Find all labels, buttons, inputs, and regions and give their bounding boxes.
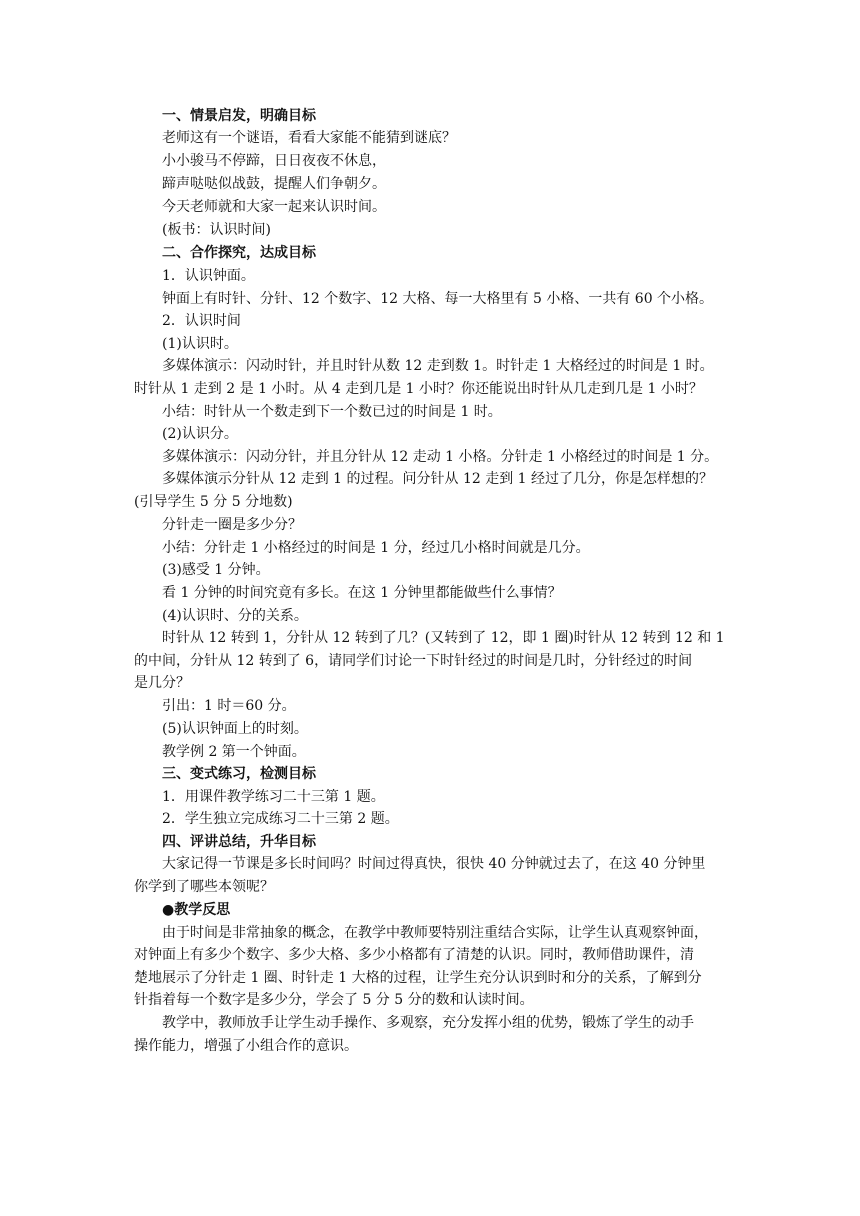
section-2-title: 二、合作探究，达成目标 bbox=[162, 245, 316, 261]
paragraph-line: 的中间，分针从 12 转到了 6，请同学们讨论一下时针经过的时间是几时，分针经过的时间 bbox=[134, 653, 693, 669]
paragraph: 老师这有一个谜语，看看大家能不能猜到谜底？ bbox=[162, 130, 456, 146]
paragraph: 教学例 2 第一个钟面。 bbox=[162, 744, 306, 760]
subheading: (1)认识时。 bbox=[162, 336, 238, 352]
paragraph-line: 大家记得一节课是多长时间吗？时间过得真快，很快 40 分钟就过去了，在这 40 分钟里 bbox=[162, 856, 706, 872]
subheading: 1．认识钟面。 bbox=[162, 268, 255, 284]
section-1-title: 一、情景启发，明确目标 bbox=[162, 108, 316, 124]
subheading: (5)认识钟面上的时刻。 bbox=[162, 721, 308, 737]
riddle-line-1: 小小骏马不停蹄，日日夜夜不休息， bbox=[162, 153, 386, 169]
reflection-title: ●教学反思 bbox=[162, 902, 231, 918]
subheading: (3)感受 1 分钟。 bbox=[162, 562, 270, 578]
subheading: (2)认识分。 bbox=[162, 426, 238, 442]
paragraph: 分针走一圈是多少分？ bbox=[162, 517, 302, 533]
paragraph-line: 你学到了哪些本领呢？ bbox=[134, 879, 274, 895]
list-item: 1．用课件教学练习二十三第 1 题。 bbox=[162, 789, 385, 805]
paragraph-line: 时针从 1 走到 2 是 1 小时。从 4 走到几是 1 小时？你还能说出时针从几走到几是 1 小时？ bbox=[134, 381, 703, 397]
subheading: 2．认识时间 bbox=[162, 313, 241, 329]
paragraph-line: 多媒体演示：闪动时针，并且时针从数 12 走到数 1。时针走 1 大格经过的时间是 1 时。 bbox=[162, 358, 714, 374]
paragraph-line: 多媒体演示分针从 12 走到 1 的过程。问分针从 12 走到 1 经过了几分，你是怎样想的？ bbox=[162, 471, 714, 487]
conclusion: 引出：1 时＝60 分。 bbox=[162, 698, 296, 714]
paragraph: 看 1 分钟的时间究竟有多长。在这 1 分钟里都能做些什么事情？ bbox=[162, 585, 562, 601]
paragraph: 钟面上有时针、分针、12 个数字、12 大格、每一大格里有 5 小格、一共有 60 个小格。 bbox=[162, 291, 714, 307]
paragraph-line: 由于时间是非常抽象的概念，在教学中教师要特别注重结合实际，让学生认真观察钟面， bbox=[162, 925, 708, 941]
summary: 小结：时针从一个数走到下一个数已过的时间是 1 时。 bbox=[162, 404, 502, 420]
paragraph-line: 时针从 12 转到 1，分针从 12 转到了几？(又转到了 12，即 1 圈)时针从 12 转到 12 和 1 bbox=[162, 630, 725, 646]
paragraph-line: 针指着每一个数字是多少分，学会了 5 分 5 分的数和认读时间。 bbox=[134, 992, 534, 1008]
section-4-title: 四、评讲总结，升华目标 bbox=[162, 834, 316, 850]
paragraph-line: (引导学生 5 分 5 分地数) bbox=[134, 494, 293, 510]
paragraph: 今天老师就和大家一起来认识时间。 bbox=[162, 199, 386, 215]
board-note: (板书：认识时间) bbox=[162, 222, 271, 238]
riddle-line-2: 蹄声哒哒似战鼓，提醒人们争朝夕。 bbox=[162, 176, 386, 192]
paragraph-line: 是几分？ bbox=[134, 675, 190, 691]
paragraph-line: 教学中，教师放手让学生动手操作、多观察，充分发挥小组的优势，锻炼了学生的动手 bbox=[162, 1015, 694, 1031]
section-3-title: 三、变式练习，检测目标 bbox=[162, 766, 316, 782]
subheading: (4)认识时、分的关系。 bbox=[162, 608, 308, 624]
summary: 小结：分针走 1 小格经过的时间是 1 分，经过几小格时间就是几分。 bbox=[162, 540, 590, 556]
paragraph-line: 对钟面上有多少个数字、多少大格、多少小格都有了清楚的认识。同时，教师借助课件，清 bbox=[134, 947, 694, 963]
paragraph-line: 楚地展示了分针走 1 圈、时针走 1 大格的过程，让学生充分认识到时和分的关系，了解到分 bbox=[134, 970, 702, 986]
list-item: 2．学生独立完成练习二十三第 2 题。 bbox=[162, 811, 399, 827]
paragraph-line: 多媒体演示：闪动分针，并且分针从 12 走动 1 小格。分针走 1 小格经过的时间是 1 分。 bbox=[162, 449, 719, 465]
paragraph-line: 操作能力，增强了小组合作的意识。 bbox=[134, 1038, 358, 1054]
